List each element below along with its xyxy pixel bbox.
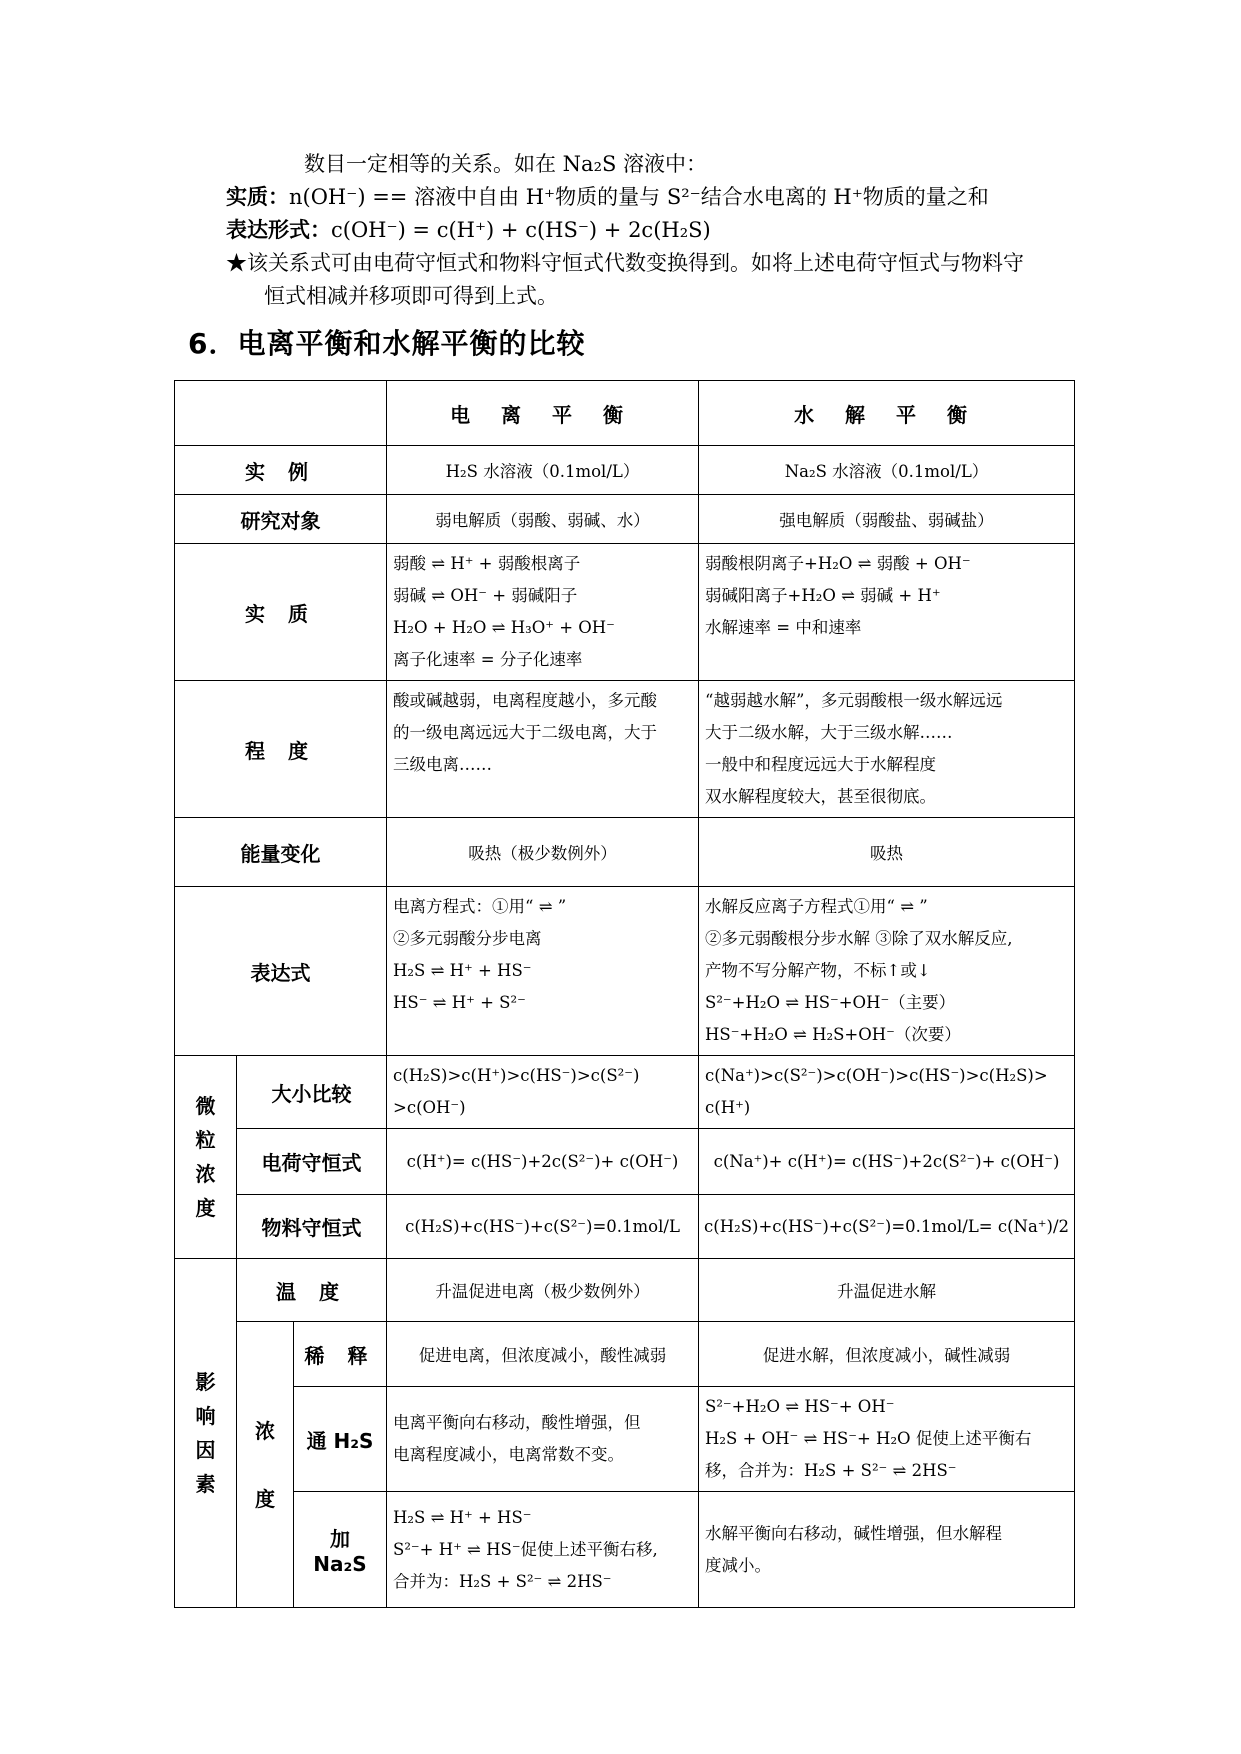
row-label: 表达式 xyxy=(175,887,387,1056)
influencing-factors-group-label xyxy=(175,1259,237,1608)
group-char: 因 xyxy=(195,1438,216,1462)
ionization-cell xyxy=(387,1492,699,1608)
row-label: 实 例 xyxy=(175,446,387,495)
ionization-cell: 吸热（极少数例外） xyxy=(387,818,699,887)
group-char: 度 xyxy=(255,1486,275,1511)
group-char: 影 xyxy=(195,1370,216,1394)
size-compare-row xyxy=(175,1056,1075,1129)
cell-line: 的一级电离远远大于二级电离，大于 xyxy=(393,723,658,742)
intro-line-2 xyxy=(226,181,1066,214)
intro-line-3 xyxy=(226,214,1066,247)
intro-paragraph xyxy=(226,148,1066,313)
temperature-row xyxy=(175,1259,1075,1322)
cell-line: 水解速率 = 中和速率 xyxy=(705,618,862,637)
cell-line: H₂S ⇌ H⁺ + HS⁻ xyxy=(393,961,532,980)
header-row xyxy=(175,381,1075,446)
hydrolysis-cell xyxy=(699,1387,1075,1492)
ionization-cell: H₂S 水溶液（0.1mol/L） xyxy=(387,446,699,495)
hydrolysis-cell: c(H₂S)+c(HS⁻)+c(S²⁻)=0.1mol/L= c(Na⁺)/2 xyxy=(699,1195,1075,1259)
cell-line: H₂S + OH⁻ ⇌ HS⁻+ H₂O 促使上述平衡右 xyxy=(705,1429,1032,1448)
corner-cell xyxy=(175,381,387,446)
material-balance-row xyxy=(175,1195,1075,1259)
cell-line: 弱碱 ⇌ OH⁻ + 弱碱阳子 xyxy=(393,586,578,605)
ionization-cell xyxy=(387,681,699,818)
intro-line-5: 恒式相减并移项即可得到上式。 xyxy=(264,284,558,308)
cell-line: ②多元弱酸根分步水解 ③除了双水解反应, xyxy=(705,929,1013,948)
cell-line: c(Na⁺)>c(S²⁻)>c(OH⁻)>c(HS⁻)>c(H₂S)> xyxy=(705,1066,1048,1085)
cell-line: 三级电离…… xyxy=(393,755,493,774)
cell-line: ②多元弱酸分步电离 xyxy=(393,929,542,948)
cell-line: 合并为：H₂S + S²⁻ ⇌ 2HS⁻ xyxy=(393,1571,612,1591)
hydrolysis-cell: Na₂S 水溶液（0.1mol/L） xyxy=(699,446,1075,495)
add-h2s-row xyxy=(175,1387,1075,1492)
expression-label: 表达形式： xyxy=(226,218,331,242)
row-label-line: Na₂S xyxy=(313,1552,367,1576)
row-label: 稀 释 xyxy=(294,1322,387,1387)
group-spacer xyxy=(237,1448,293,1482)
add-na2s-row xyxy=(175,1492,1075,1608)
cell-line: 水解反应离子方程式①用“ ⇌ ” xyxy=(705,897,928,916)
essence-text: n(OH⁻) == 溶液中自由 H⁺物质的量与 S²⁻结合水电离的 H⁺物质的量之和 xyxy=(289,185,989,209)
cell-line: 电离方程式：①用“ ⇌ ” xyxy=(393,897,567,916)
cell-line: 大于二级水解，大于三级水解…… xyxy=(705,723,953,742)
hydrolysis-header: 水 解 平 衡 xyxy=(699,381,1075,446)
cell-line: 移，合并为：H₂S + S²⁻ ⇌ 2HS⁻ xyxy=(705,1461,957,1480)
hydrolysis-cell: 升温促进水解 xyxy=(699,1259,1075,1322)
row-label-line: 加 xyxy=(330,1527,350,1551)
row-label: 研究对象 xyxy=(175,495,387,544)
intro-line-1: 数目一定相等的关系。如在 Na₂S 溶液中： xyxy=(304,152,708,176)
cell-line: 弱碱阳离子+H₂O ⇌ 弱碱 + H⁺ xyxy=(705,586,941,605)
row-label: 程 度 xyxy=(175,681,387,818)
degree-row xyxy=(175,681,1075,818)
group-char: 响 xyxy=(195,1404,216,1428)
hydrolysis-cell: c(Na⁺)+ c(H⁺)= c(HS⁻)+2c(S²⁻)+ c(OH⁻) xyxy=(699,1129,1075,1195)
ionization-cell xyxy=(387,887,699,1056)
cell-line: c(H₂S)>c(H⁺)>c(HS⁻)>c(S²⁻) xyxy=(393,1066,640,1085)
cell-line: 弱酸 ⇌ H⁺ + 弱酸根离子 xyxy=(393,554,581,573)
ionization-cell: c(H⁺)= c(HS⁻)+2c(S²⁻)+ c(OH⁻) xyxy=(387,1129,699,1195)
energy-row xyxy=(175,818,1075,887)
hydrolysis-cell xyxy=(699,681,1075,818)
dilution-row xyxy=(175,1322,1075,1387)
expression-text: c(OH⁻) = c(H⁺) + c(HS⁻) + 2c(H₂S) xyxy=(331,218,711,242)
hydrolysis-cell xyxy=(699,887,1075,1056)
cell-line: S²⁻+H₂O ⇌ HS⁻+ OH⁻ xyxy=(705,1397,895,1416)
row-label: 大小比较 xyxy=(237,1056,387,1129)
essence-label: 实质： xyxy=(226,185,289,209)
cell-line: S²⁻+ H⁺ ⇌ HS⁻促使上述平衡右移, xyxy=(393,1539,658,1559)
cell-line: 双水解程度较大，甚至很彻底。 xyxy=(705,787,937,806)
ionization-cell: c(H₂S)+c(HS⁻)+c(S²⁻)=0.1mol/L xyxy=(387,1195,699,1259)
group-char: 微 xyxy=(195,1094,216,1118)
hydrolysis-cell xyxy=(699,1056,1075,1129)
cell-line: HS⁻ ⇌ H⁺ + S²⁻ xyxy=(393,993,526,1012)
hydrolysis-cell xyxy=(699,544,1075,681)
research-object-row xyxy=(175,495,1075,544)
group-char: 度 xyxy=(195,1196,216,1220)
cell-line: 电离平衡向右移动，酸性增强，但 xyxy=(393,1413,641,1432)
group-char: 浓 xyxy=(195,1162,216,1186)
row-label: 电荷守恒式 xyxy=(237,1129,387,1195)
concentration-group-label xyxy=(237,1322,294,1608)
comparison-table xyxy=(174,380,1075,1608)
row-label xyxy=(294,1492,387,1608)
row-label: 实 质 xyxy=(175,544,387,681)
ionization-cell xyxy=(387,1387,699,1492)
particle-concentration-group-label xyxy=(175,1056,237,1259)
cell-line: >c(OH⁻) xyxy=(393,1098,466,1117)
ionization-cell: 弱电解质（弱酸、弱碱、水） xyxy=(387,495,699,544)
hydrolysis-cell: 促进水解，但浓度减小，碱性减弱 xyxy=(699,1322,1075,1387)
cell-line: 弱酸根阴离子+H₂O ⇌ 弱酸 + OH⁻ xyxy=(705,554,971,573)
ionization-cell xyxy=(387,1056,699,1129)
cell-line: H₂S ⇌ H⁺ + HS⁻ xyxy=(393,1507,532,1527)
cell-line: 一般中和程度远远大于水解程度 xyxy=(705,755,937,774)
row-label: 能量变化 xyxy=(175,818,387,887)
group-char: 素 xyxy=(195,1472,216,1496)
cell-line: 酸或碱越弱，电离程度越小，多元酸 xyxy=(393,691,658,710)
cell-line: 离子化速率 = 分子化速率 xyxy=(393,650,583,669)
cell-line: 电离程度减小，电离常数不变。 xyxy=(393,1445,625,1464)
charge-balance-row xyxy=(175,1129,1075,1195)
cell-line: S²⁻+H₂O ⇌ HS⁻+OH⁻（主要） xyxy=(705,993,956,1012)
ionization-cell xyxy=(387,544,699,681)
row-label: 通 H₂S xyxy=(294,1387,387,1492)
row-label: 温 度 xyxy=(237,1259,387,1322)
ionization-header: 电 离 平 衡 xyxy=(387,381,699,446)
cell-line: 水解平衡向右移动，碱性增强，但水解程 xyxy=(705,1523,1003,1543)
ionization-cell: 升温促进电离（极少数例外） xyxy=(387,1259,699,1322)
cell-line: 产物不写分解产物，不标↑或↓ xyxy=(705,961,931,980)
ionization-cell: 促进电离，但浓度减小，酸性减弱 xyxy=(387,1322,699,1387)
cell-line: H₂O + H₂O ⇌ H₃O⁺ + OH⁻ xyxy=(393,618,615,637)
cell-line: 度减小。 xyxy=(705,1555,772,1575)
hydrolysis-cell: 强电解质（弱酸盐、弱碱盐） xyxy=(699,495,1075,544)
hydrolysis-cell: 吸热 xyxy=(699,818,1075,887)
cell-line: HS⁻+H₂O ⇌ H₂S+OH⁻（次要） xyxy=(705,1025,961,1044)
example-row xyxy=(175,446,1075,495)
section-heading: 6．电离平衡和水解平衡的比较 xyxy=(188,327,586,360)
cell-line: c(H⁺) xyxy=(705,1098,751,1117)
hydrolysis-cell xyxy=(699,1492,1075,1608)
group-char: 粒 xyxy=(195,1128,216,1152)
group-char: 浓 xyxy=(255,1418,275,1443)
expression-row xyxy=(175,887,1075,1056)
cell-line: “越弱越水解”，多元弱酸根一级水解远远 xyxy=(705,691,1003,710)
row-label: 物料守恒式 xyxy=(237,1195,387,1259)
essence-row xyxy=(175,544,1075,681)
intro-line-4: ★该关系式可由电荷守恒式和物料守恒式代数变换得到。如将上述电荷守恒式与物料守 xyxy=(226,251,1024,275)
